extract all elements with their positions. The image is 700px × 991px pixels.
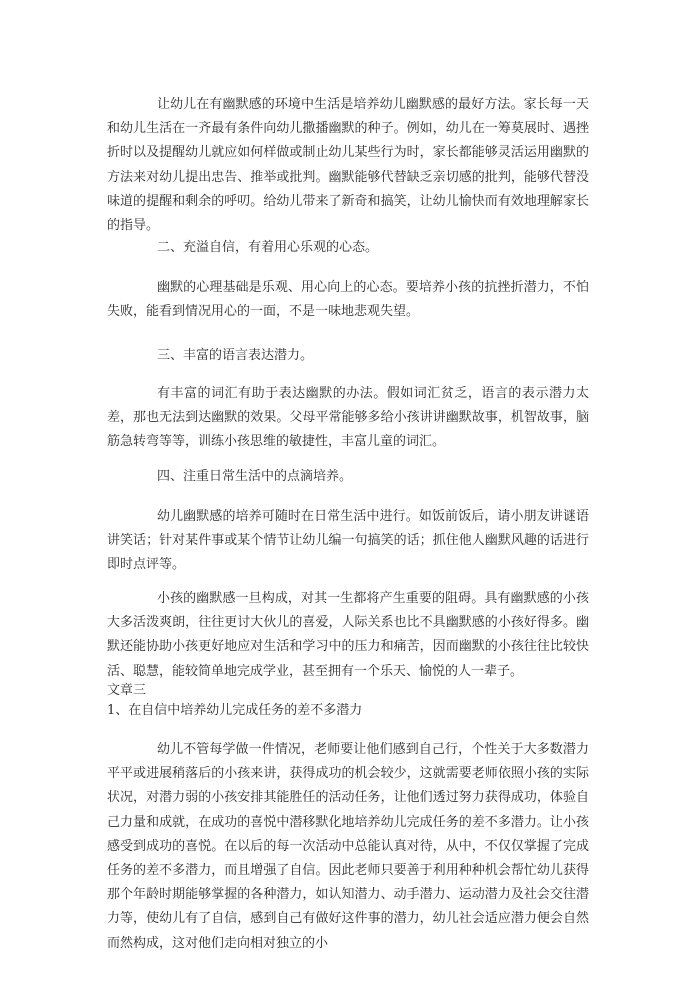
section-title: 文章三	[107, 683, 147, 698]
heading-daily-life: 四、注重日常生活中的点滴培养。	[157, 469, 353, 484]
subsection-title: 1、在自信中培养幼儿完成任务的差不多潜力	[107, 703, 363, 718]
paragraph-benefits: 小孩的幽默感一旦构成，对其一生都将产生重要的阻碍。具有幽默感的小孩大多活泼爽朗，往往更讨大伙儿的喜爱，人际关系也比不具幽默感的小孩好得多。幽默还能协助小孩更好地应对生活和学习中的压力和痛苦，因而幽默的小孩往往比较快活、聪慧，能较简单地完成学业，甚至拥有一个乐天、愉悦的人一辈子。	[107, 591, 589, 679]
heading-language: 三、丰富的语言表达潜力。	[157, 348, 314, 363]
paragraph-daily-training: 幼儿幽默感的培养可随时在日常生活中进行。如饭前饭后，请小朋友讲谜语讲笑话；针对某件事或某个情节让幼儿编一句搞笑的话；抓住他人幽默风趣的话进行即时点评等。	[107, 509, 589, 573]
paragraph-humor-environment: 让幼儿在有幽默感的环境中生活是培养幼儿幽默感的最好方法。家长每一天和幼儿生活在一齐最有条件向幼儿撒播幽默的种子。例如，幼儿在一筹莫展时、遇挫折时以及提醒幼儿就应如何样做或制止幼儿某些行为时，家长都能够灵活运用幽默的方法来对幼儿提出忠告、推举或批判。幽默能够代替缺乏亲切感的批判，能够代替没味道的提醒和剩余的呼叨。给幼儿带来了新奇和搞笑，让幼儿愉快而有效地理解家长的指导。	[107, 97, 589, 234]
paragraph-vocabulary: 有丰富的词汇有助于表达幽默的办法。假如词汇贫乏，语言的表示潜力太差，那也无法到达幽默的效果。父母平常能够多给小孩讲讲幽默故事，机智故事，脑筋急转弯等等，训练小孩思维的敏捷性，丰富儿童的词汇。	[107, 386, 589, 450]
paragraph-basic-ability: 幼儿不管每学做一件情况，老师要让他们感到自己行，个性关于大多数潜力平平或进展稍落后的小孩来讲，获得成功的机会较少，这就需要老师依照小孩的实际状况，对潜力弱的小孩安排其能胜任的活动任务，让他们透过努力获得成功，体验自己力量和成就，在成功的喜悦中潜移默化地培养幼儿完成任务的差不多潜力。让小孩感受到成功的喜悦。在以后的每一次活动中总能认真对待，从中，不仅仅掌握了完成任务的差不多潜力，而且增强了自信。因此老师只要善于利用种种机会帮忙幼儿获得那个年龄时期能够掌握的各种潜力，如认知潜力、动手潜力、运动潜力及社会交往潜力等，使幼儿有了自信，感到自己有做好这件事的潜力，幼儿社会适应潜力便会自然而然构成，这对他们走向相对独立的小	[107, 742, 589, 951]
paragraph-optimism: 幽默的心理基础是乐观、用心向上的心态。要培养小孩的抗挫折潜力，不怕失败，能看到情况用心的一面，不是一味地悲观失望。	[107, 280, 589, 320]
heading-confidence: 二、充溢自信，有着用心乐观的心态。	[157, 240, 379, 255]
